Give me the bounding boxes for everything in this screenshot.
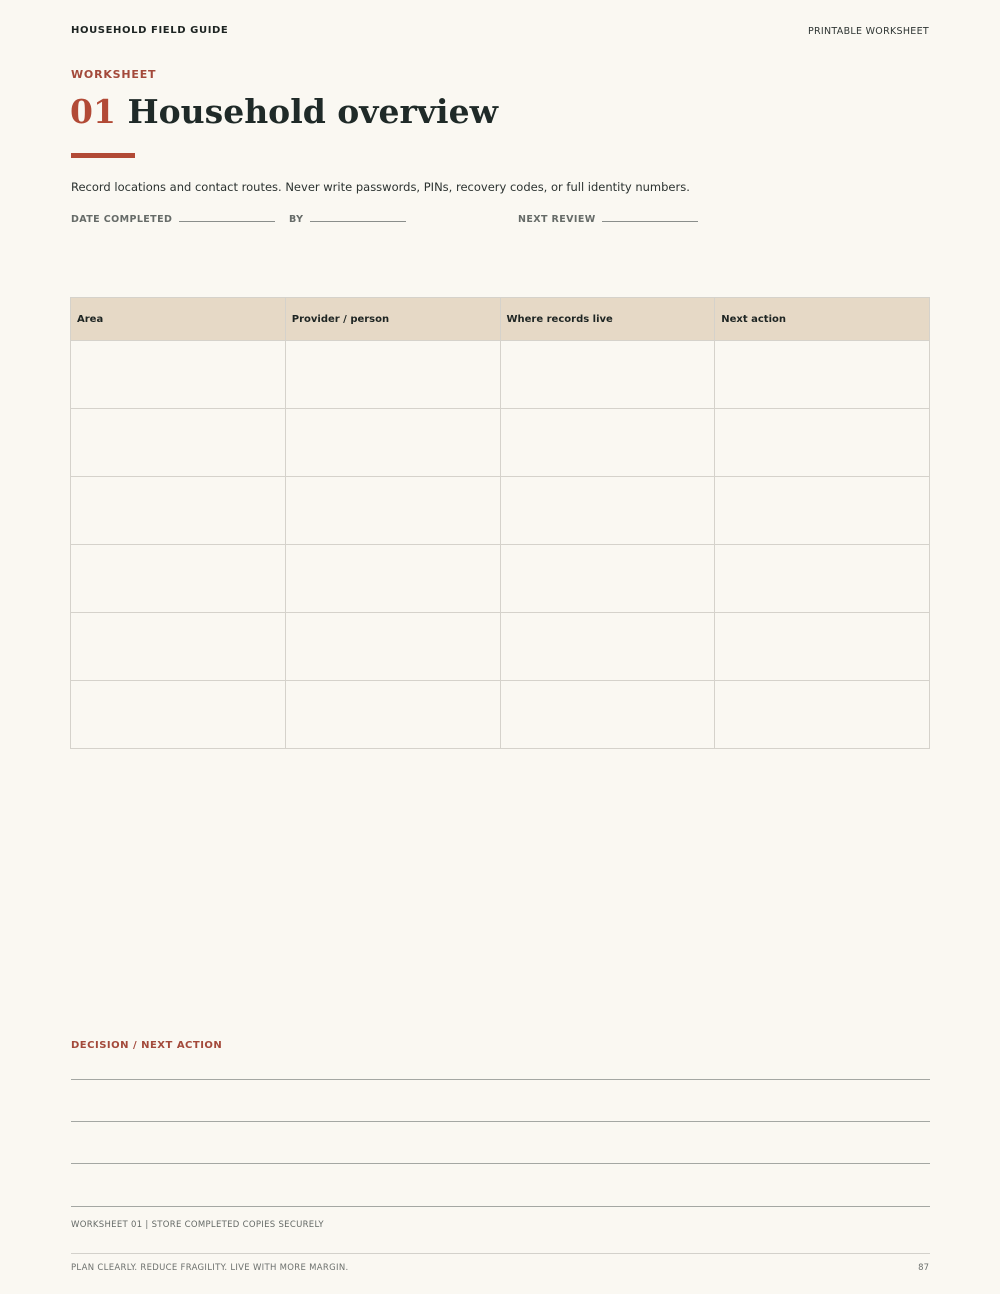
footer-divider (71, 1253, 930, 1254)
date-completed-blank[interactable] (179, 213, 275, 222)
table-cell[interactable] (715, 409, 930, 477)
section-eyebrow: WORKSHEET (71, 68, 157, 81)
date-completed-field[interactable] (71, 213, 275, 225)
table-cell[interactable] (715, 477, 930, 545)
table-cell[interactable] (71, 477, 286, 545)
table-row (71, 681, 930, 749)
title-accent-rule (71, 153, 135, 158)
table-cell[interactable] (285, 545, 500, 613)
table-cell[interactable] (285, 613, 500, 681)
table-cell[interactable] (285, 409, 500, 477)
table-cell[interactable] (500, 409, 715, 477)
decision-write-line[interactable] (71, 1121, 930, 1122)
table-cell[interactable] (500, 341, 715, 409)
table-cell[interactable] (500, 613, 715, 681)
table-cell[interactable] (500, 681, 715, 749)
footer-tagline: PLAN CLEARLY. REDUCE FRAGILITY. LIVE WITH MORE MARGIN. (71, 1263, 349, 1273)
table-cell[interactable] (285, 681, 500, 749)
column-header-records: Where records live (500, 298, 715, 341)
table-row (71, 341, 930, 409)
table-row (71, 477, 930, 545)
page-number: 87 (918, 1263, 929, 1273)
title-number: 01 (70, 92, 116, 131)
table-cell[interactable] (715, 613, 930, 681)
table-cell[interactable] (71, 341, 286, 409)
decision-write-line[interactable] (71, 1163, 930, 1164)
table-cell[interactable] (285, 477, 500, 545)
table-cell[interactable] (71, 545, 286, 613)
table-cell[interactable] (715, 681, 930, 749)
decision-write-line[interactable] (71, 1079, 930, 1080)
completed-by-blank[interactable] (310, 213, 406, 222)
table-row (71, 409, 930, 477)
completed-by-field[interactable] (289, 213, 406, 225)
column-header-provider: Provider / person (285, 298, 500, 341)
table-cell[interactable] (71, 613, 286, 681)
table-cell[interactable] (715, 341, 930, 409)
table-cell[interactable] (500, 545, 715, 613)
page-title (70, 92, 498, 131)
table-cell[interactable] (71, 409, 286, 477)
title-text: Household overview (127, 92, 498, 131)
next-review-label: NEXT REVIEW (518, 214, 596, 225)
overview-table (70, 297, 930, 749)
completed-by-label: BY (289, 214, 304, 225)
date-completed-label: DATE COMPLETED (71, 214, 173, 225)
next-review-blank[interactable] (602, 213, 698, 222)
decision-write-line[interactable] (71, 1206, 930, 1207)
table-header-row (71, 298, 930, 341)
table-cell[interactable] (71, 681, 286, 749)
column-header-next-action: Next action (715, 298, 930, 341)
footer-note: WORKSHEET 01 | STORE COMPLETED COPIES SECURELY (71, 1220, 324, 1230)
table-row (71, 545, 930, 613)
column-header-area: Area (71, 298, 286, 341)
running-header-title: HOUSEHOLD FIELD GUIDE (71, 25, 229, 36)
running-header-type: PRINTABLE WORKSHEET (807, 26, 929, 37)
decision-heading: DECISION / NEXT ACTION (71, 1040, 223, 1051)
next-review-field[interactable] (518, 213, 698, 225)
table-row (71, 613, 930, 681)
table-cell[interactable] (285, 341, 500, 409)
table-cell[interactable] (500, 477, 715, 545)
table-cell[interactable] (715, 545, 930, 613)
intro-text: Record locations and contact routes. Never write passwords, PINs, recovery codes, or full identity numbers. (71, 180, 690, 194)
